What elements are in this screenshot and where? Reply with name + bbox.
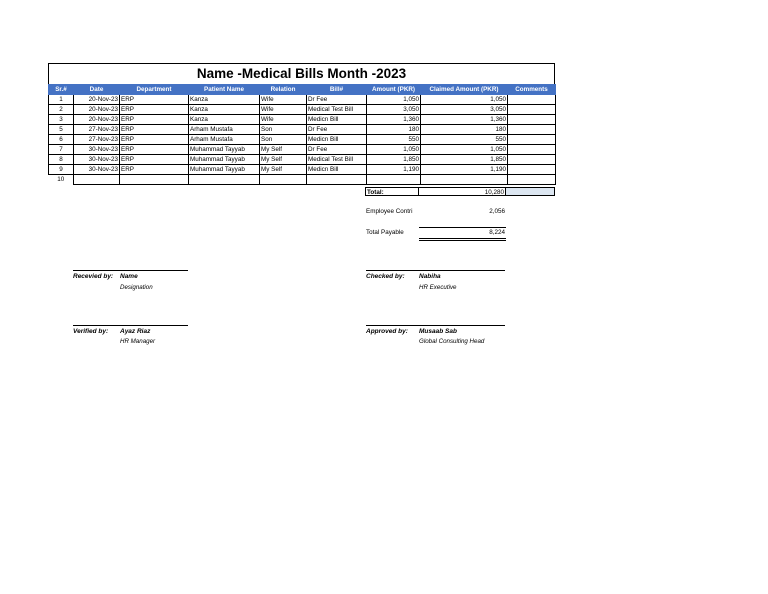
cell-relation: Wife: [260, 105, 307, 115]
payable-double-line-1: [419, 238, 506, 239]
cell-amount: 1,050: [367, 145, 421, 155]
cell-comments: [508, 155, 556, 165]
total-payable-label: Total Payable: [366, 229, 404, 236]
cell-date: 20-Nov-23: [74, 115, 120, 125]
cell-bill: Medicn Bill: [307, 165, 367, 175]
cell-comments: [508, 175, 556, 185]
cell-department: ERP: [120, 115, 189, 125]
checked-name: Nabiha: [419, 273, 441, 280]
cell-relation: Son: [260, 125, 307, 135]
cell-date: 20-Nov-23: [74, 95, 120, 105]
cell-relation: Wife: [260, 115, 307, 125]
cell-comments: [508, 145, 556, 155]
cell-patient: Kanza: [189, 105, 260, 115]
cell-sr: 1: [49, 95, 74, 105]
cell-claimed: 550: [421, 135, 508, 145]
cell-date: 27-Nov-23: [74, 125, 120, 135]
verified-name: Ayaz Riaz: [120, 328, 151, 335]
cell-amount: 1,190: [367, 165, 421, 175]
cell-comments: [508, 125, 556, 135]
cell-patient: [189, 175, 260, 185]
cell-relation: [260, 175, 307, 185]
col-header: Amount (PKR): [367, 85, 421, 95]
cell-bill: Dr Fee: [307, 145, 367, 155]
cell-relation: My Self: [260, 145, 307, 155]
cell-relation: My Self: [260, 155, 307, 165]
cell-department: ERP: [120, 105, 189, 115]
cell-comments: [508, 135, 556, 145]
cell-claimed: 1,850: [421, 155, 508, 165]
cell-department: ERP: [120, 125, 189, 135]
table-row: [49, 135, 556, 145]
total-payable-value: 8,224: [489, 229, 505, 236]
cell-department: ERP: [120, 95, 189, 105]
cell-patient: Kanza: [189, 95, 260, 105]
payable-double-line-2: [419, 240, 506, 241]
cell-sr: 5: [49, 125, 74, 135]
cell-date: [74, 175, 120, 185]
cell-department: ERP: [120, 165, 189, 175]
cell-claimed: 180: [421, 125, 508, 135]
cell-date: 30-Nov-23: [74, 145, 120, 155]
cell-amount: 550: [367, 135, 421, 145]
verified-role: HR Manager: [120, 338, 156, 345]
cell-patient: Arham Mustafa: [189, 125, 260, 135]
cell-claimed: 1,050: [421, 145, 508, 155]
cell-bill: Medicn Bill: [307, 115, 367, 125]
col-header: Department: [120, 85, 189, 95]
table-row: [49, 115, 556, 125]
cell-date: 30-Nov-23: [74, 155, 120, 165]
cell-amount: 1,050: [367, 95, 421, 105]
sheet-title: Name -Medical Bills Month -2023: [48, 63, 555, 84]
cell-sr: 8: [49, 155, 74, 165]
bills-table: [48, 84, 556, 185]
table-row: [49, 155, 556, 165]
total-value: 10,280: [419, 187, 506, 196]
cell-amount: 3,050: [367, 105, 421, 115]
cell-amount: 180: [367, 125, 421, 135]
cell-sr: 2: [49, 105, 74, 115]
cell-department: ERP: [120, 145, 189, 155]
col-header: Relation: [260, 85, 307, 95]
received-label: Recevied by:: [73, 273, 114, 280]
col-header: Sr.#: [49, 85, 74, 95]
cell-relation: My Self: [260, 165, 307, 175]
col-header: Claimed Amount (PKR): [421, 85, 508, 95]
employee-contri-label: Employee Contri: [366, 208, 413, 215]
cell-department: [120, 175, 189, 185]
cell-comments: [508, 165, 556, 175]
table-row: [49, 175, 556, 185]
approved-signature-line: [366, 325, 505, 326]
cell-sr: 7: [49, 145, 74, 155]
table-row: [49, 125, 556, 135]
payable-top-line: [419, 227, 506, 228]
cell-department: ERP: [120, 135, 189, 145]
cell-bill: Medicn Bill: [307, 135, 367, 145]
received-name: Name: [120, 273, 138, 280]
cell-claimed: 3,050: [421, 105, 508, 115]
cell-patient: Kanza: [189, 115, 260, 125]
cell-amount: [367, 175, 421, 185]
cell-date: 20-Nov-23: [74, 105, 120, 115]
verified-label: Verified by:: [73, 328, 109, 335]
col-header: Patient Name: [189, 85, 260, 95]
table-row: [49, 105, 556, 115]
cell-amount: 1,360: [367, 115, 421, 125]
cell-relation: Son: [260, 135, 307, 145]
verified-signature-line: [73, 325, 188, 326]
cell-comments: [508, 115, 556, 125]
bills-sheet: [48, 63, 555, 185]
table-row: [49, 165, 556, 175]
cell-patient: Arham Mustafa: [189, 135, 260, 145]
total-label: Total:: [365, 187, 419, 196]
table-row: [49, 95, 556, 105]
cell-bill: Dr Fee: [307, 125, 367, 135]
cell-bill: Medical Test Bill: [307, 155, 367, 165]
cell-amount: 1,850: [367, 155, 421, 165]
table-row: [49, 145, 556, 155]
cell-sr: 6: [49, 135, 74, 145]
cell-claimed: 1,050: [421, 95, 508, 105]
cell-patient: Muhammad Tayyab: [189, 155, 260, 165]
approved-name: Musaab Sab: [419, 328, 457, 335]
total-row: [365, 187, 555, 196]
approved-label: Approved by:: [366, 328, 408, 335]
table-header-row: [49, 85, 556, 95]
cell-sr: 10: [57, 176, 65, 184]
cell-claimed: [421, 175, 508, 185]
cell-comments: [508, 95, 556, 105]
cell-claimed: 1,190: [421, 165, 508, 175]
checked-label: Checked by:: [366, 273, 405, 280]
col-header: Date: [74, 85, 120, 95]
cell-claimed: 1,360: [421, 115, 508, 125]
cell-patient: Muhammad Tayyab: [189, 165, 260, 175]
cell-date: 27-Nov-23: [74, 135, 120, 145]
cell-date: 30-Nov-23: [74, 165, 120, 175]
cell-bill: [307, 175, 367, 185]
checked-signature-line: [366, 270, 505, 271]
col-header: Bill#: [307, 85, 367, 95]
col-header: Comments: [508, 85, 556, 95]
employee-contri-value: 2,056: [489, 208, 505, 215]
cell-relation: Wife: [260, 95, 307, 105]
cell-bill: Dr Fee: [307, 95, 367, 105]
cell-department: ERP: [120, 155, 189, 165]
total-fill: [506, 187, 555, 196]
received-signature-line: [73, 270, 188, 271]
cell-sr: 9: [49, 165, 74, 175]
cell-patient: Muhammad Tayyab: [189, 145, 260, 155]
approved-role: Global Consulting Head: [419, 338, 485, 345]
cell-sr: 3: [49, 115, 74, 125]
cell-bill: Medical Test Bill: [307, 105, 367, 115]
received-role: Designation: [120, 284, 153, 291]
checked-role: HR Executive: [419, 284, 457, 291]
cell-comments: [508, 105, 556, 115]
